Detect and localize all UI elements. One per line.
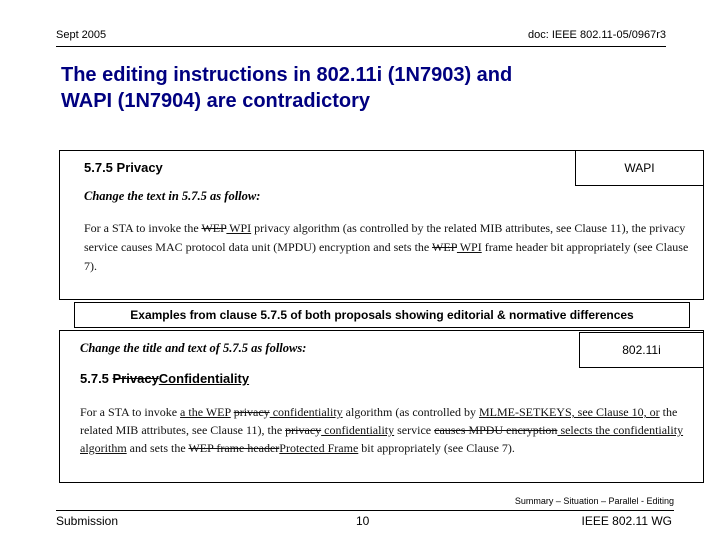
header-divider xyxy=(56,46,666,47)
footer-group: IEEE 802.11 WG xyxy=(581,514,672,528)
page-number: 10 xyxy=(356,514,370,528)
tgi-text-3: the related MIB attributes, see Clause 11), the xyxy=(80,405,678,437)
slide-title xyxy=(61,62,661,114)
tgi-excerpt-heading xyxy=(80,371,249,386)
footer-divider xyxy=(56,510,674,511)
slide-title-line-2: WAPI (1N7904) are contradictory xyxy=(61,90,370,112)
wapi-excerpt-heading: 5.7.5 Privacy xyxy=(84,160,163,175)
tgi-heading-number: 5.7.5 xyxy=(80,371,113,386)
tgi-inserted-4: confidentiality xyxy=(321,423,395,437)
wapi-text-part-2: privacy algorithm (as controlled by the related MIB attributes, see Clause 11), the privacy service causes MAC protocol data unit (MPDU) encryption and sets the xyxy=(84,221,686,254)
tgi-deleted-1: privacy xyxy=(233,405,270,419)
tgi-heading-inserted: Confidentiality xyxy=(158,371,250,386)
wapi-inserted-text-1: WPI xyxy=(226,221,252,235)
wapi-text-part-1: For a STA to invoke the xyxy=(84,221,202,235)
tgi-inserted-3: MLME-SETKEYS, see Clause 10, or xyxy=(478,405,660,419)
tgi-inserted-1: a the WEP xyxy=(180,405,231,419)
tgi-inserted-6: Protected Frame xyxy=(279,441,359,455)
examples-caption: Examples from clause 5.7.5 of both proposals showing editorial & normative differences xyxy=(74,302,690,328)
wapi-inserted-text-2: WPI xyxy=(456,240,482,254)
tgi-excerpt-paragraph xyxy=(80,403,692,457)
section-summary: Summary – Situation – Parallel - Editing xyxy=(514,496,674,506)
tgi-inserted-5: selects the confidentiality algorithm xyxy=(80,423,684,455)
wapi-text-part-3: frame header bit appropriately (see Clause 7). xyxy=(84,240,689,273)
wapi-excerpt-paragraph xyxy=(84,219,694,276)
header-date: Sept 2005 xyxy=(56,29,107,41)
footer-submission: Submission xyxy=(56,514,119,528)
tgi-editing-instruction: Change the title and text of 5.7.5 as follows: xyxy=(80,341,307,355)
wapi-editing-instruction: Change the text in 5.7.5 as follow: xyxy=(84,189,261,203)
tgi-deleted-3: causes MPDU encryption xyxy=(434,423,558,437)
slide-title-line-1: The editing instructions in 802.11i (1N7903) and xyxy=(61,64,513,86)
wapi-deleted-text-1: WEP xyxy=(201,221,227,235)
tgi-heading-deleted: Privacy xyxy=(112,371,159,386)
wapi-label: WAPI xyxy=(575,150,704,186)
tgi-deleted-4: WEP frame header xyxy=(188,441,280,455)
tgi-text-1: For a STA to invoke xyxy=(80,405,181,419)
tgi-label: 802.11i xyxy=(579,332,704,368)
tgi-text-2: algorithm (as controlled by xyxy=(342,405,479,419)
tgi-inserted-2: confidentiality xyxy=(269,405,343,419)
tgi-deleted-2: privacy xyxy=(285,423,322,437)
tgi-text-4: service xyxy=(394,423,435,437)
tgi-text-5: and sets the xyxy=(126,441,189,455)
tgi-text-6: bit appropriately (see Clause 7). xyxy=(358,441,515,455)
header-doc-number: doc: IEEE 802.11-05/0967r3 xyxy=(527,29,666,41)
wapi-deleted-text-2: WEP xyxy=(432,240,457,254)
